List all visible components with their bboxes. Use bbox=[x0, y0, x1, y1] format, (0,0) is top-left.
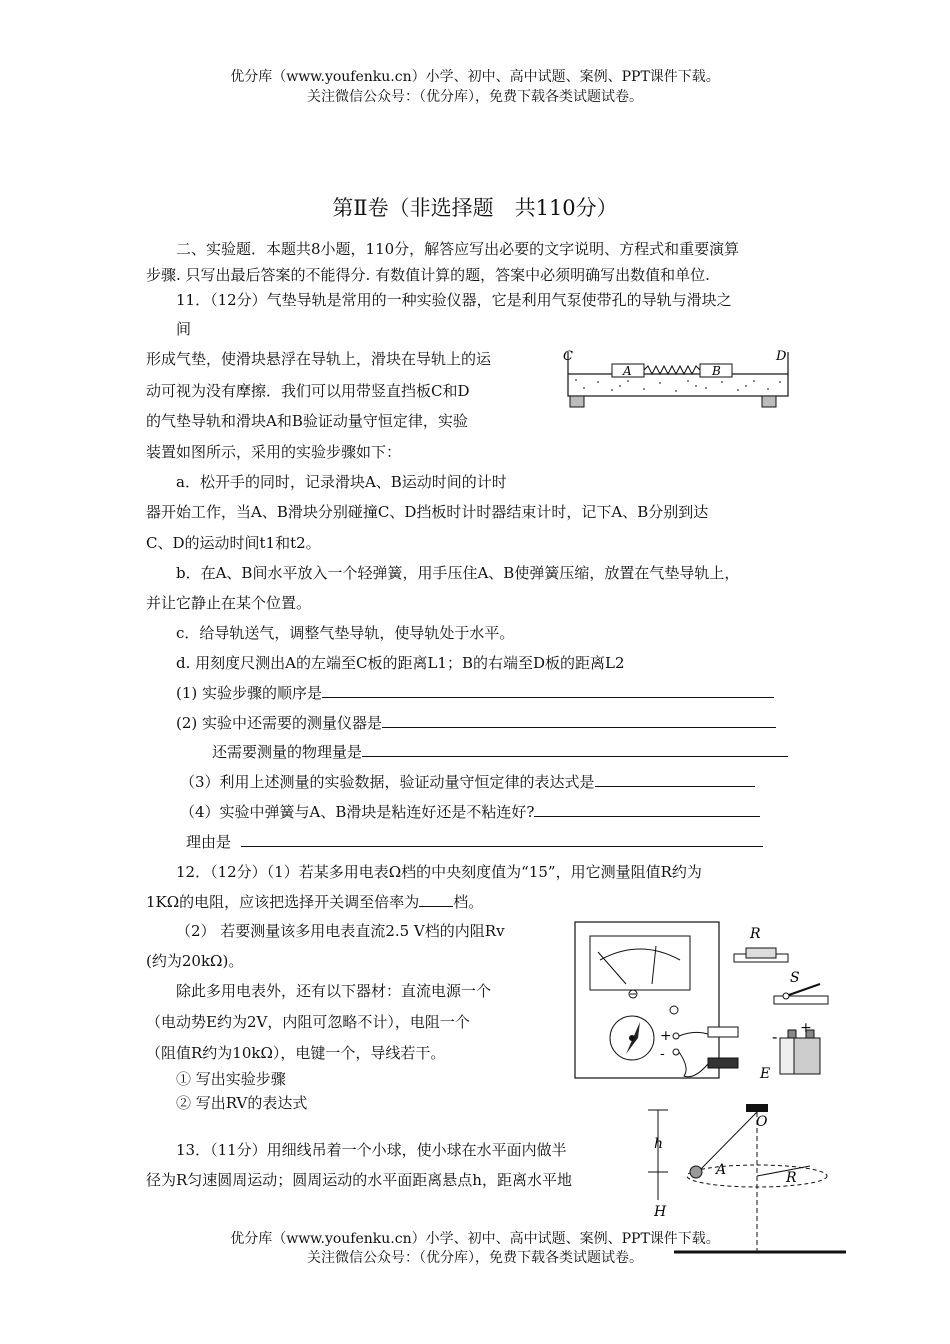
q12-line-2-end: 档。 bbox=[453, 893, 484, 911]
q11-step-a-2: 器开始工作，当A、B滑块分别碰撞C、D挡板时计时器结束计时，记下A、B分别到达 bbox=[146, 503, 709, 521]
intro-line-2: 步骤. 只写出最后答案的不能得分. 有数值计算的题，答案中必须明确写出数值和单位. bbox=[146, 266, 710, 284]
q11-line-1: 11．（12分）气垫导轨是常用的一种实验仪器，它是利用气泵使带孔的导轨与滑块之 bbox=[176, 291, 732, 309]
slider-a-label: A bbox=[623, 364, 632, 378]
q13-line-2: 径为R匀速圆周运动；圆周运动的水平面距离悬点h，距离水平地 bbox=[146, 1171, 572, 1189]
q11-line-4: 动可视为没有摩擦．我们可以用带竖直挡板C和D bbox=[146, 382, 470, 400]
battery-label: E bbox=[760, 1066, 771, 1082]
q12-line-2-text: 1KΩ的电阻，应该把选择开关调至倍率为 bbox=[146, 893, 420, 911]
q11-sub-2b bbox=[212, 741, 788, 762]
q11-sub-4-text: （4）实验中弹簧与A、B滑块是粘连好还是不粘连好? bbox=[180, 803, 535, 821]
q11-sub-4 bbox=[180, 801, 760, 822]
height-h-label: h bbox=[654, 1136, 664, 1152]
air-track-figure bbox=[560, 344, 794, 414]
intro-line-1: 二、实验题．本题共8小题，110分，解答应写出必要的文字说明、方程式和重要演算 bbox=[176, 240, 740, 258]
q11-sub-4b bbox=[186, 831, 763, 852]
q11-line-2: 间 bbox=[176, 320, 192, 338]
header-line-2: 关注微信公众号：（优分库），免费下载各类试题试卷。 bbox=[307, 89, 643, 105]
header-line-1: 优分库（www.youfenku.cn）小学、初中、高中试题、案例、PPT课件下载。 bbox=[230, 69, 720, 85]
q11-step-a-3: C、D的运动时间t1和t2。 bbox=[146, 534, 321, 552]
q12-line-4: (约为20kΩ)。 bbox=[146, 952, 244, 970]
q11-sub-2 bbox=[176, 712, 776, 733]
q11-sub-4b-text: 理由是 bbox=[186, 833, 232, 851]
q11-sub-2b-text: 还需要测量的物理量是 bbox=[212, 743, 363, 761]
q11-step-a-1: a．松开手的同时，记录滑块A、B运动时间的计时 bbox=[176, 473, 507, 491]
answer-blank[interactable] bbox=[419, 892, 453, 907]
plate-c-label: C bbox=[563, 349, 573, 364]
section-title: 第Ⅱ卷（非选择题 共110分） bbox=[332, 196, 618, 220]
q11-sub-1 bbox=[176, 682, 774, 703]
ball-a-label: A bbox=[716, 1162, 727, 1178]
q11-step-d: d. 用刻度尺测出A的左端至C板的距离L1；B的右端至D板的距离L2 bbox=[176, 654, 625, 672]
q11-step-c: c．给导轨送气，调整气垫导轨，使导轨处于水平。 bbox=[176, 624, 515, 642]
q12-line-2 bbox=[146, 891, 483, 912]
plus-terminal: + bbox=[660, 1028, 672, 1044]
q11-line-3: 形成气垫，使滑块悬浮在导轨上，滑块在导轨上的运 bbox=[146, 350, 492, 368]
q12-step-2: ② 写出RV的表达式 bbox=[176, 1094, 308, 1112]
q11-step-b-1: b．在A、B间水平放入一个轻弹簧，用手压住A、B使弹簧压缩，放置在气垫导轨上， bbox=[176, 564, 740, 582]
q13-line-1: 13．（11分）用细线吊着一个小球，使小球在水平面内做半 bbox=[176, 1141, 567, 1159]
minus-terminal: - bbox=[660, 1046, 665, 1062]
q11-sub-3-text: （3）利用上述测量的实验数据，验证动量守恒定律的表达式是 bbox=[180, 773, 595, 791]
q11-line-5: 的气垫导轨和滑块A和B验证动量守恒定律，实验 bbox=[146, 412, 468, 430]
footer-line-2: 关注微信公众号：（优分库），免费下载各类试题试卷。 bbox=[307, 1250, 643, 1266]
answer-blank[interactable] bbox=[382, 713, 776, 728]
q11-sub-2-text: (2) 实验中还需要的测量仪器是 bbox=[176, 714, 383, 732]
q11-sub-1-text: (1) 实验步骤的顺序是 bbox=[176, 684, 323, 702]
q12-line-1: 12．（12分）（1）若某多用电表Ω档的中央刻度值为“15”，用它测量阻值R约为 bbox=[176, 863, 702, 881]
height-H-label: H bbox=[654, 1204, 667, 1220]
q11-step-b-2: 并让它静止在某个位置。 bbox=[146, 594, 312, 612]
answer-blank[interactable] bbox=[595, 772, 755, 787]
pivot-o-label: O bbox=[756, 1114, 768, 1130]
battery-plus: + bbox=[800, 1020, 812, 1036]
q12-line-7: （阻值R约为10kΩ），电键一个，导线若干。 bbox=[146, 1044, 446, 1062]
q12-line-3: （2） 若要测量该多用电表直流2.5 V档的内阻Rv bbox=[176, 922, 505, 940]
switch-label: S bbox=[790, 970, 800, 986]
plate-d-label: D bbox=[776, 349, 787, 364]
q11-line-6: 装置如图所示，采用的实验步骤如下： bbox=[146, 443, 402, 461]
answer-blank[interactable] bbox=[322, 683, 774, 698]
resistor-label: R bbox=[750, 926, 761, 942]
q12-line-6: （电动势E约为2V，内阻可忽略不计），电阻一个 bbox=[146, 1013, 470, 1031]
battery-minus: - bbox=[772, 1027, 778, 1046]
answer-blank[interactable] bbox=[534, 802, 760, 817]
q12-line-5: 除此多用电表外，还有以下器材：直流电源一个 bbox=[176, 982, 492, 1000]
answer-blank[interactable] bbox=[241, 832, 763, 847]
multimeter-figure bbox=[574, 918, 844, 1084]
radius-r-label: R bbox=[786, 1170, 797, 1186]
footer-line-1: 优分库（www.youfenku.cn）小学、初中、高中试题、案例、PPT课件下载。 bbox=[230, 1231, 720, 1247]
q11-sub-3 bbox=[180, 771, 755, 792]
q12-step-1: ① 写出实验步骤 bbox=[176, 1070, 286, 1088]
slider-b-label: B bbox=[712, 364, 721, 378]
answer-blank[interactable] bbox=[362, 742, 788, 757]
